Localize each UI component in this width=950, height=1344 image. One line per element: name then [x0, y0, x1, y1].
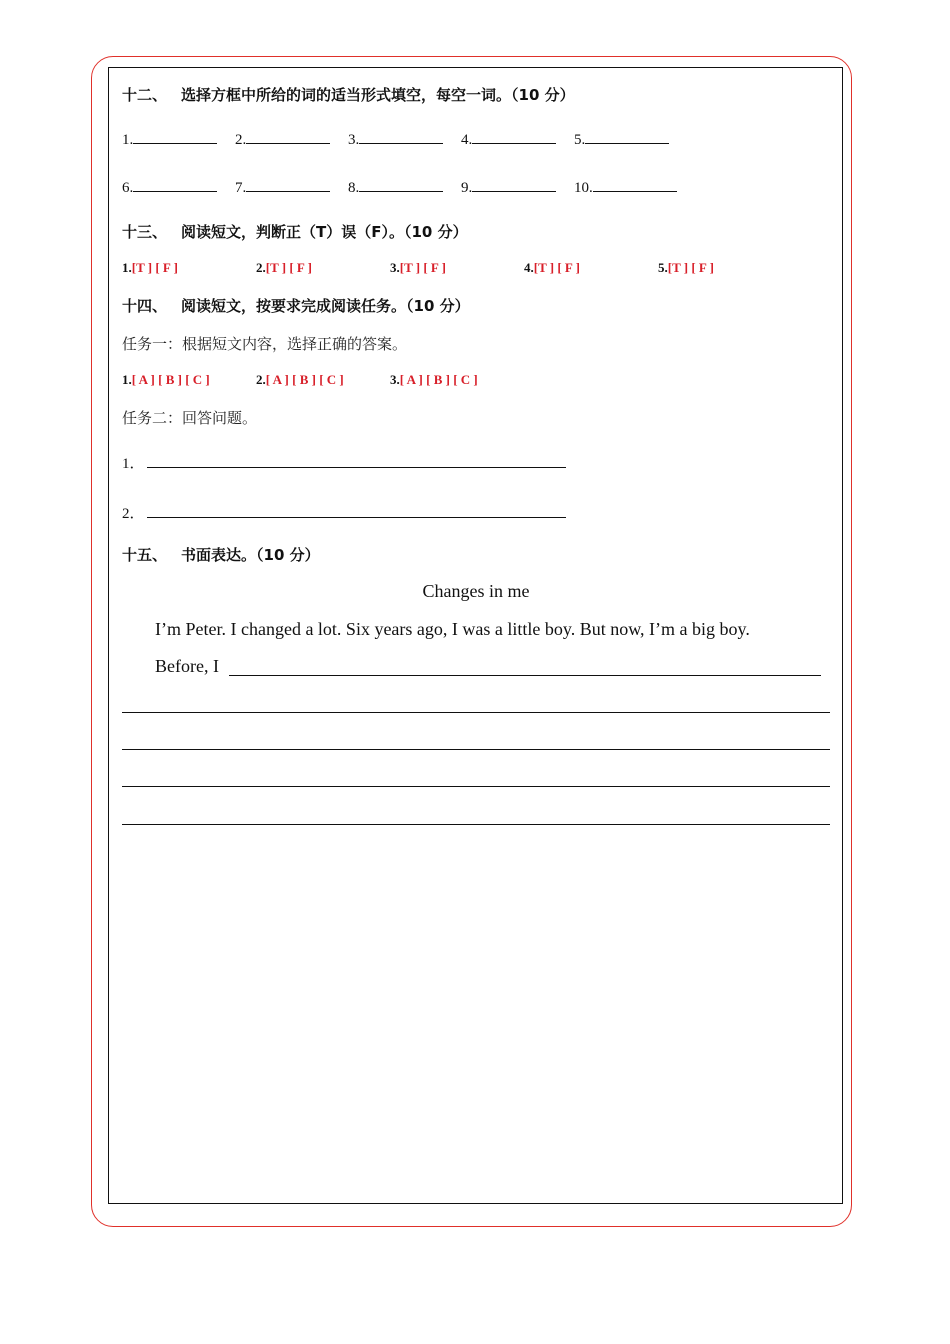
tf-item-1[interactable]: 1.[T ] [ F ] [122, 260, 178, 275]
answer-2-line[interactable] [147, 517, 566, 518]
tf-item-2[interactable]: 2.[T ] [ F ] [256, 260, 312, 275]
mc-item-1[interactable]: 1.[ A ] [ B ] [ C ] [122, 372, 210, 387]
task-2-label: 任务二：回答问题。 [122, 409, 258, 427]
answer-1-line[interactable] [147, 467, 566, 468]
essay-line-2-prefix: Before, I [155, 656, 219, 676]
section-15-heading [122, 544, 320, 565]
mc-item-2[interactable]: 2.[ A ] [ B ] [ C ] [256, 372, 344, 387]
tf-item-5[interactable]: 5.[T ] [ F ] [658, 260, 714, 275]
section-15-title: 书面表达。（10 分） [181, 546, 320, 564]
essay-title: Changes in me [422, 581, 530, 601]
blank-9[interactable]: 9. [461, 178, 556, 197]
blank-6[interactable]: 6. [122, 178, 217, 197]
blank-3[interactable]: 3. [348, 130, 443, 149]
section-14-title: 阅读短文，按要求完成阅读任务。（10 分） [181, 297, 470, 315]
blank-5[interactable]: 5. [574, 130, 669, 149]
blank-2[interactable]: 2. [235, 130, 330, 149]
blank-10[interactable]: 10. [574, 178, 677, 197]
tf-item-3[interactable]: 3.[T ] [ F ] [390, 260, 446, 275]
task-1-label: 任务一：根据短文内容，选择正确的答案。 [122, 335, 408, 353]
section-13-title: 阅读短文，判断正（T）误（F）。（10 分） [181, 223, 468, 241]
section-14-heading [122, 295, 470, 316]
essay-writing-line-2[interactable] [122, 712, 830, 713]
section-12-number: 十二、 [122, 86, 168, 104]
mc-item-3[interactable]: 3.[ A ] [ B ] [ C ] [390, 372, 478, 387]
essay-writing-line-5[interactable] [122, 824, 830, 825]
essay-writing-line-4[interactable] [122, 786, 830, 787]
section-15-number: 十五、 [122, 546, 168, 564]
blank-8[interactable]: 8. [348, 178, 443, 197]
answer-2-number: 2． [122, 506, 145, 522]
blank-1[interactable]: 1. [122, 130, 217, 149]
section-12-heading [122, 84, 575, 105]
blank-7[interactable]: 7. [235, 178, 330, 197]
essay-line-1: I’m Peter. I changed a lot. Six years ago, I was a little boy. But now, I’m a big boy. [155, 619, 750, 639]
tf-item-4[interactable]: 4.[T ] [ F ] [524, 260, 580, 275]
essay-writing-line-3[interactable] [122, 749, 830, 750]
blank-4[interactable]: 4. [461, 130, 556, 149]
section-14-number: 十四、 [122, 297, 168, 315]
section-12-title: 选择方框中所给的词的适当形式填空，每空一词。（10 分） [181, 86, 575, 104]
section-13-heading [122, 221, 468, 242]
answer-1-number: 1． [122, 456, 145, 472]
section-13-number: 十三、 [122, 223, 168, 241]
essay-writing-line-1[interactable] [229, 675, 821, 676]
